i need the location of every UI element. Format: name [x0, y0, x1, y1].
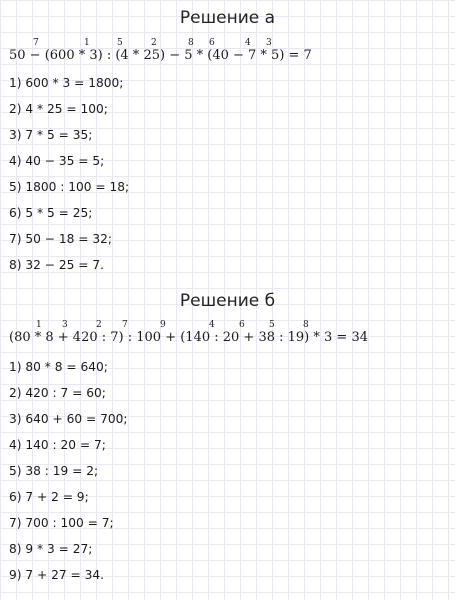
order-mark: 8: [303, 320, 309, 330]
step-line: 8) 32 − 25 = 7.: [9, 258, 104, 272]
order-mark: 9: [160, 320, 166, 330]
expression-text: (80 * 8 + 420 : 7) : 100 + (140 : 20 + 38 : 19) * 3 = 34: [9, 330, 368, 345]
section-a-title: Решение а: [179, 8, 276, 28]
step-line: 4) 40 − 35 = 5;: [9, 154, 105, 168]
order-mark: 3: [62, 320, 68, 330]
order-mark: 6: [239, 320, 245, 330]
step-line: 5) 38 : 19 = 2;: [9, 464, 99, 478]
order-mark: 5: [117, 38, 123, 48]
step-line: 9) 7 + 27 = 34.: [9, 568, 104, 582]
step-line: 1) 80 * 8 = 640;: [9, 360, 108, 374]
order-mark: 5: [269, 320, 275, 330]
step-line: 2) 420 : 7 = 60;: [9, 386, 106, 400]
step-line: 5) 1800 : 100 = 18;: [9, 180, 130, 194]
order-mark: 2: [151, 38, 157, 48]
section-b-title: Решение б: [179, 291, 276, 311]
order-mark: 4: [245, 38, 251, 48]
step-line: 1) 600 * 3 = 1800;: [9, 76, 124, 90]
step-line: 4) 140 : 20 = 7;: [9, 438, 106, 452]
expression-text: 50 − (600 * 3) : (4 * 25) − 5 * (40 − 7 * 5) = 7: [9, 48, 312, 63]
order-mark: 1: [84, 38, 90, 48]
order-mark: 8: [188, 38, 194, 48]
step-line: 2) 4 * 25 = 100;: [9, 102, 108, 116]
step-line: 6) 7 + 2 = 9;: [9, 490, 89, 504]
step-line: 8) 9 * 3 = 27;: [9, 542, 93, 556]
order-mark: 6: [209, 38, 215, 48]
order-mark: 3: [266, 38, 272, 48]
order-mark: 7: [33, 38, 39, 48]
section-b-steps: [9, 354, 127, 588]
step-line: 3) 7 * 5 = 35;: [9, 128, 93, 142]
section-a-steps: [9, 70, 129, 278]
step-line: 3) 640 + 60 = 700;: [9, 412, 128, 426]
step-line: 6) 5 * 5 = 25;: [9, 206, 93, 220]
order-mark: 1: [36, 320, 42, 330]
order-mark: 2: [96, 320, 102, 330]
step-line: 7) 700 : 100 = 7;: [9, 516, 114, 530]
order-mark: 7: [122, 320, 128, 330]
step-line: 7) 50 − 18 = 32;: [9, 232, 112, 246]
order-mark: 4: [209, 320, 215, 330]
